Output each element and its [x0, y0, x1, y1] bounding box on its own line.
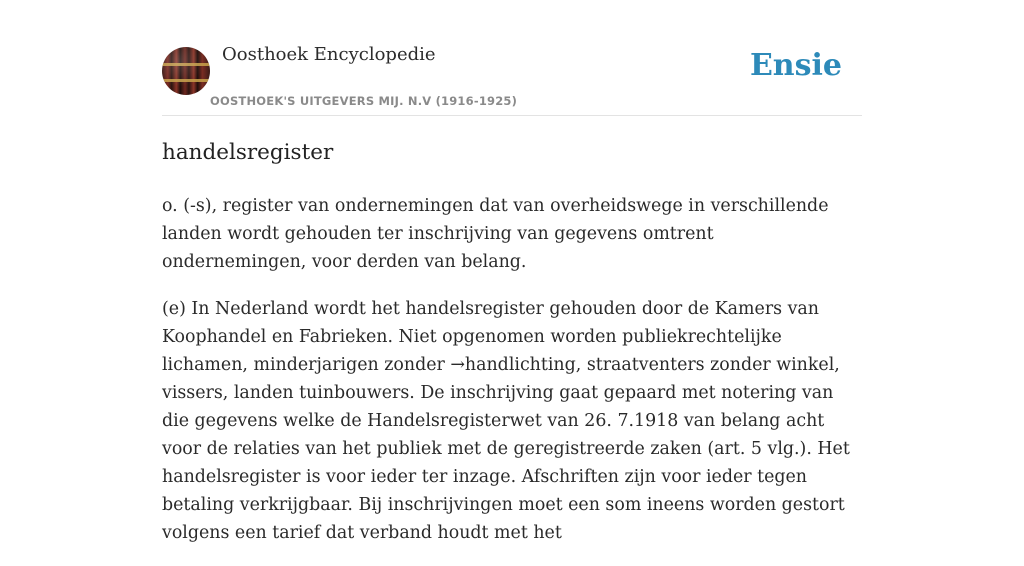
entry-paragraph: (e) In Nederland wordt het handelsregister gehouden door de Kamers van Koophandel en Fabrieken. Niet opgenomen worden publiekrechtelijke lichamen, minderjarigen zonder →handlichting, straatventers zonder winkel, vissers, landen tuinbouwers. De inschrijving gaat gepaard met notering van die gegevens welke de Handelsregisterwet van 26. 7.1918 van belang acht voor de relaties van het publiek met de geregistreerde zaken (art. 5 vlg.). Het handelsregister is voor ieder ter inzage. Afschriften zijn voor ieder tegen betaling verkrijgbaar. Bij inschrijvingen moet een som ineens worden gestort volgens een tarief dat verband houdt met het	[162, 299, 850, 543]
site-header	[162, 0, 862, 116]
page	[162, 0, 862, 543]
site-title[interactable]: Oosthoek Encyclopedie	[222, 44, 436, 65]
entry-content	[162, 192, 862, 566]
ensie-logo-link[interactable]: Ensie	[749, 48, 842, 83]
publisher-label: OOSTHOEK'S UITGEVERS MIJ. N.V (1916-1925)	[210, 94, 518, 108]
entry-paragraph: o. (-s), register van ondernemingen dat van overheidswege in verschillende landen wordt gehouden ter inschrijving van gegevens omtrent ondernemingen, voor derden van belang.	[162, 196, 829, 272]
encyclopedia-books-avatar[interactable]	[162, 47, 210, 95]
entry-title: handelsregister	[162, 140, 334, 165]
avatar-shine	[162, 47, 210, 95]
